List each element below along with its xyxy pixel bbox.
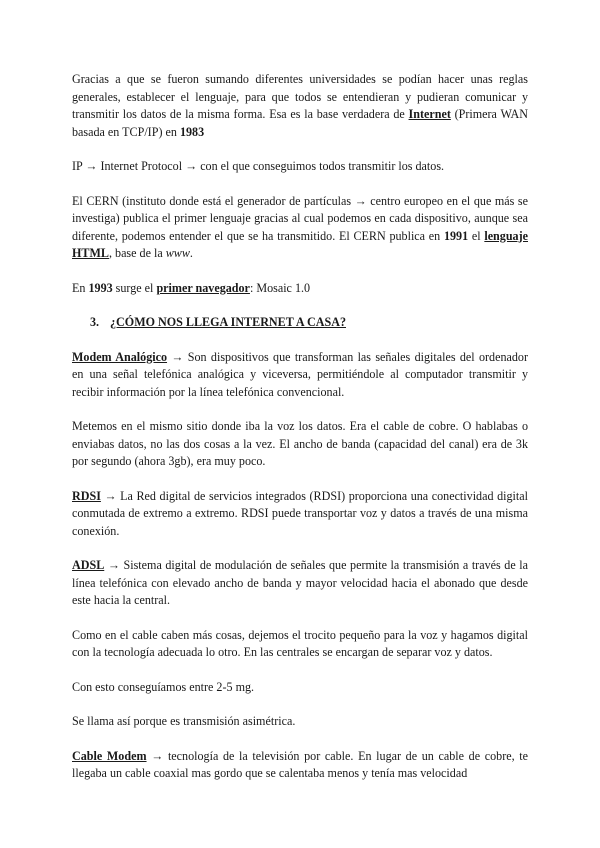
paragraph-modem-analogico — [72, 349, 528, 402]
paragraph-text: → La Red digital de servicios integrados (RDSI) proporciona una conectividad digital conmutada de extremo a extremo. RDSI puede transportar voz y datos a través de una misma conexión. — [72, 488, 528, 538]
paragraph-text: el — [468, 228, 485, 243]
year-1991: 1991 — [443, 228, 469, 243]
term-www: www — [165, 246, 190, 260]
paragraph-copper-cable: Metemos en el mismo sitio donde iba la voz los datos. Era el cable de cobre. O hablabas o enviabas datos, no las dos cosas a la vez. El ancho de banda (capacidad del canal) era de 3k por segundo (ahora 3gb), era muy poco. — [72, 419, 528, 468]
section-number: 3. — [90, 315, 100, 329]
term-adsl: ADSL — [72, 558, 105, 572]
paragraph-internet-origin — [72, 71, 528, 141]
term-html: lenguaje HTML — [72, 228, 528, 260]
paragraph-cable-modem — [72, 748, 528, 783]
paragraph-text: → tecnología de la televisión por cable. En lugar de un cable de cobre, te llegaba un cable coaxial mas gordo que se calentaba menos y tenía mas velocidad — [72, 748, 528, 780]
paragraph-text: En — [72, 280, 89, 295]
paragraph-text: , base de la — [108, 246, 166, 260]
paragraph-text: → Sistema digital de modulación de señales que permite la transmisión a través de la línea telefónica con elevado ancho de banda y mayor velocidad hacia el abonado que desde este hacia la central. — [72, 558, 528, 607]
paragraph-text: . — [189, 246, 193, 260]
paragraph-cern — [72, 193, 528, 263]
term-rdsi: RDSI — [72, 488, 101, 503]
year-1983: 1983 — [179, 124, 205, 139]
year-1993: 1993 — [88, 280, 113, 295]
term-internet: Internet — [408, 107, 451, 121]
paragraph-text: → Son dispositivos que transforman las señales digitales del ordenador en una señal telefónica analógica y viceversa, permitiéndole al computador transmitir y recibir información por la línea telefónica convencional. — [72, 349, 528, 399]
section-heading — [72, 314, 528, 332]
paragraph-text: Gracias a que se fueron sumando diferentes universidades se podían hacer unas reglas generales, establecer el lenguaje, para que todos se entendieran y pudieran comunicar y transmitir los datos de la misma forma. Esa es la base verdadera de — [72, 72, 528, 121]
term-modem-analogico: Modem Analógico — [72, 349, 168, 364]
term-cable-modem: Cable Modem — [72, 748, 147, 763]
paragraph-speed: Con esto conseguíamos entre 2-5 mg. — [72, 679, 255, 694]
paragraph-ip: IP → Internet Protocol → con el que conseguimos todos transmitir los datos. — [72, 159, 445, 173]
term-first-browser: primer navegador — [156, 280, 250, 295]
paragraph-voice-data: Como en el cable caben más cosas, dejemos el trocito pequeño para la voz y hagamos digital con la tecnología adecuada lo otro. En las centrales se encargan de separar voz y datos. — [72, 627, 528, 659]
paragraph-first-browser — [72, 280, 528, 298]
document-body — [72, 71, 528, 800]
paragraph-text: El CERN (instituto donde está el generador de partículas → centro europeo en el que más se investiga) publica el primer lenguaje gracias al cual podemos en cada dispositivo, aunque sea diferente, podemos entender el que se ha transmitido. El CERN publica en — [72, 193, 528, 243]
paragraph-text: (Primera WAN basada en TCP/IP) en — [72, 107, 528, 139]
paragraph-rdsi — [72, 488, 528, 541]
paragraph-asymmetric: Se llama así porque es transmisión asimétrica. — [72, 714, 296, 728]
section-title: ¿CÓMO NOS LLEGA INTERNET A CASA? — [110, 315, 346, 329]
paragraph-adsl — [72, 557, 528, 610]
paragraph-text: : Mosaic 1.0 — [249, 280, 311, 295]
paragraph-text: surge el — [112, 280, 157, 295]
